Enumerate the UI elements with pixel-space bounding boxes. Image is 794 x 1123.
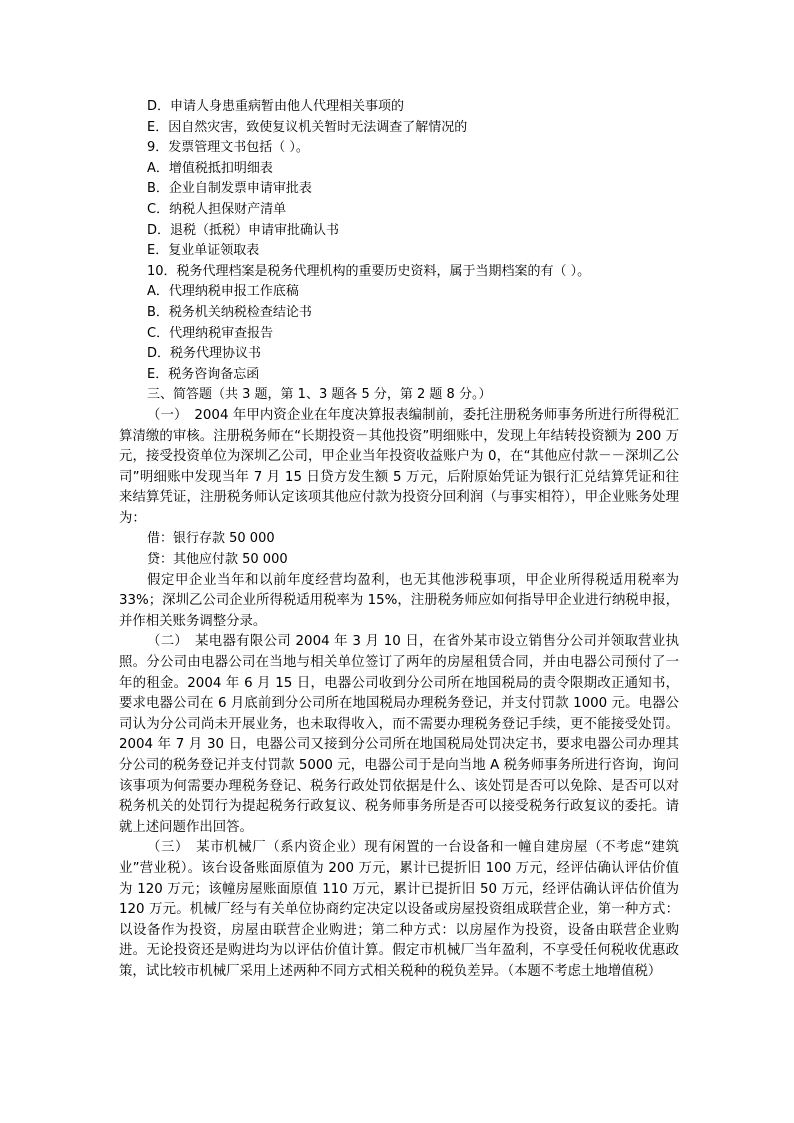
option-line: D．申请人身患重病暂由他人代理相关事项的 — [147, 99, 405, 114]
option-line: C．代理纳税审查报告 — [147, 325, 274, 341]
option-line: B．企业自制发票申请审批表 — [147, 181, 312, 197]
question-1-intro: （一） 2004 年甲内资企业在年度决算报表编制前，委托注册税务师事务所进行所得税汇算清缴的审核。注册税务师在“长期投资－其他投资”明细账中，发现上年结转投资额为 200 万元，接受投资单位为深圳乙公司，甲企业当年投资收益账户为 0，在“其他应付款－－深圳乙公司”明细账中发现当年 7 月 15 日贷方发生额 5 万元，后附原始凭证为银行汇兑结算凭证和往来结算凭证，注册税务师认定该项其他应付款为投资分回利润（与事实相符），甲企业账务处理为： — [119, 407, 679, 526]
section-heading: 三、简答题（共 3 题，第 1、3 题各 5 分，第 2 题 8 分。） — [147, 387, 492, 403]
option-line: A．增值税抵扣明细表 — [147, 160, 273, 176]
document-body — [119, 97, 679, 983]
option-line: C．纳税人担保财产清单 — [147, 201, 287, 217]
question-line: 9．发票管理文书包括（ ）。 — [147, 140, 309, 156]
option-line: D．税务代理协议书 — [147, 346, 262, 362]
option-line: E．因自然灾害，致使复议机关暂时无法调查了解情况的 — [147, 119, 468, 135]
journal-entry-credit: 贷：其他应付款 50 000 — [147, 552, 288, 568]
question-1-closing: 假定甲企业当年和以前年度经营均盈利，也无其他涉税事项，甲企业所得税适用税率为 33%；深圳乙公司企业所得税适用税率为 15%，注册税务师应如何指导甲企业进行纳税申报，并作相关账务调整分录。 — [119, 572, 679, 629]
option-line: D．退税（抵税）申请审批确认书 — [147, 222, 340, 238]
option-line: E．复业单证领取表 — [147, 243, 260, 259]
journal-entry-debit: 借：银行存款 50 000 — [147, 531, 275, 547]
question-2: （二） 某电器有限公司 2004 年 3 月 10 日，在省外某市设立销售分公司并领取营业执照。分公司由电器公司在当地与相关单位签订了两年的房屋租赁合同，并由电器公司预付了一年的租金。2004 年 6 月 15 日，电器公司收到分公司所在地国税局的责令限期改正通知书，要求电器公司在 6 月底前到分公司所在地国税局办理税务登记，并支付罚款 1000 元。电器公司认为分公司尚未开展业务，也未取得收入，而不需要办理税务登记手续，更不能接受处罚。2004 年 7 月 30 日，电器公司又接到分公司所在地国税局处罚决定书，要求电器公司办理其分公司的税务登记并支付罚款 5000 元，电器公司于是向当地 A 税务师事务所进行咨询，询问该事项为何需要办理税务登记、税务行政处罚依据是什么、该处罚是否可以免除、是否可以对税务机关的处罚行为提起税务行政复议、税务师事务所是否可以接受税务行政复议的委托。请就上述问题作出回答。 — [119, 634, 679, 835]
question-line: 10．税务代理档案是税务代理机构的重要历史资料，属于当期档案的有（ ）。 — [147, 263, 591, 279]
question-3: （三） 某市机械厂（系内资企业）现有闲置的一台设备和一幢自建房屋（不考虑“建筑业”营业税）。该台设备账面原值为 200 万元，累计已提折旧 100 万元，经评估确认评估价值为 120 万元；该幢房屋账面原值 110 万元，累计已提折旧 50 万元，经评估确认评估价值为 120 万元。机械厂经与有关单位协商约定决定以设备或房屋投资组成联营企业，第一种方式：以设备作为投资，房屋由联营企业购进；第二种方式：以房屋作为投资，设备由联营企业购进。无论投资还是购进均为以评估价值计算。假定市机械厂当年盈利，不享受任何税收优惠政策，试比较市机械厂采用上述两种不同方式相关税种的税负差异。（本题不考虑土地增值税） — [119, 840, 679, 979]
option-line: B．税务机关纳税检查结论书 — [147, 304, 312, 320]
option-line: A．代理纳税申报工作底稿 — [147, 284, 299, 300]
option-line: E．税务咨询备忘函 — [147, 366, 260, 382]
